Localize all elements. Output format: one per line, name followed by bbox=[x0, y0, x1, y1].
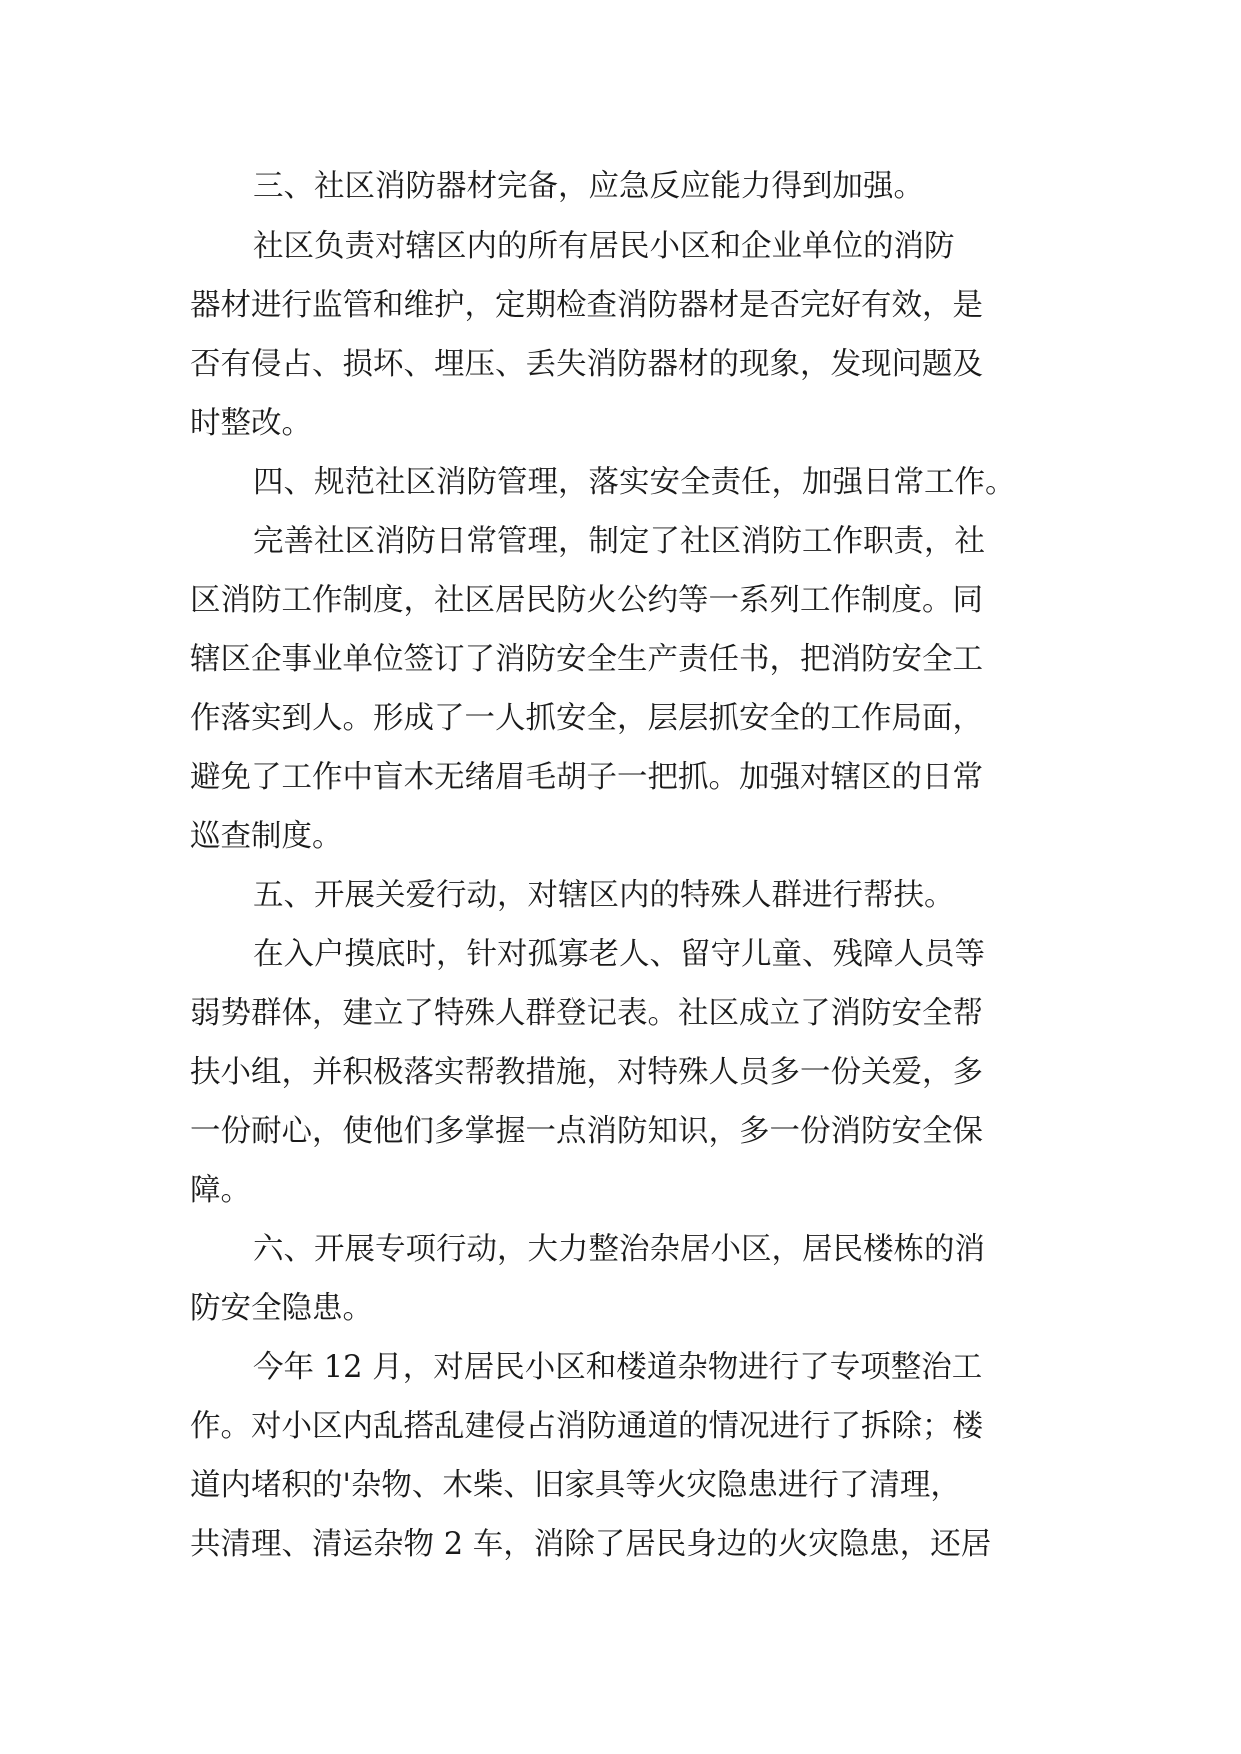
paragraph-line: 巡查制度。 bbox=[190, 819, 343, 854]
paragraph-line: 作落实到人。形成了一人抓安全，层层抓安全的工作局面， bbox=[190, 701, 983, 736]
paragraph-line: 今年 12 月，对居民小区和楼道杂物进行了专项整治工 bbox=[253, 1350, 983, 1385]
heading-section-6: 六、开展专项行动，大力整治杂居小区，居民楼栋的消 bbox=[253, 1232, 985, 1267]
paragraph-line: 扶小组，并积极落实帮教措施，对特殊人员多一份关爱，多 bbox=[190, 1055, 983, 1090]
paragraph-line: 防安全隐患。 bbox=[190, 1291, 373, 1326]
paragraph-line: 弱势群体，建立了特殊人群登记表。社区成立了消防安全帮 bbox=[190, 996, 983, 1031]
paragraph-line: 一份耐心，使他们多掌握一点消防知识，多一份消防安全保 bbox=[190, 1114, 983, 1149]
heading-section-5: 五、开展关爱行动，对辖区内的特殊人群进行帮扶。 bbox=[253, 878, 955, 913]
paragraph-line: 完善社区消防日常管理，制定了社区消防工作职责，社 bbox=[253, 524, 985, 559]
paragraph-line: 辖区企事业单位签订了消防安全生产责任书，把消防安全工 bbox=[190, 642, 983, 677]
paragraph-line: 避免了工作中盲木无绪眉毛胡子一把抓。加强对辖区的日常 bbox=[190, 760, 983, 795]
paragraph-line: 在入户摸底时，针对孤寡老人、留守儿童、残障人员等 bbox=[253, 937, 985, 972]
paragraph-line: 障。 bbox=[190, 1173, 251, 1208]
paragraph-line: 社区负责对辖区内的所有居民小区和企业单位的消防 bbox=[253, 229, 955, 264]
heading-section-3: 三、社区消防器材完备，应急反应能力得到加强。 bbox=[253, 169, 924, 204]
paragraph-line: 否有侵占、损坏、埋压、丢失消防器材的现象，发现问题及 bbox=[190, 347, 983, 382]
paragraph-line: 道内堵积的'杂物、木柴、旧家具等火灾隐患进行了清理， bbox=[190, 1468, 961, 1503]
paragraph-line: 器材进行监管和维护，定期检查消防器材是否完好有效，是 bbox=[190, 288, 983, 323]
paragraph-line: 作。对小区内乱搭乱建侵占消防通道的情况进行了拆除；楼 bbox=[190, 1409, 983, 1444]
paragraph-line: 共清理、清运杂物 2 车，消除了居民身边的火灾隐患，还居 bbox=[190, 1527, 992, 1562]
paragraph-line: 时整改。 bbox=[190, 406, 312, 441]
paragraph-line: 区消防工作制度，社区居民防火公约等一系列工作制度。同 bbox=[190, 583, 983, 618]
heading-section-4: 四、规范社区消防管理，落实安全责任，加强日常工作。 bbox=[253, 465, 1016, 500]
